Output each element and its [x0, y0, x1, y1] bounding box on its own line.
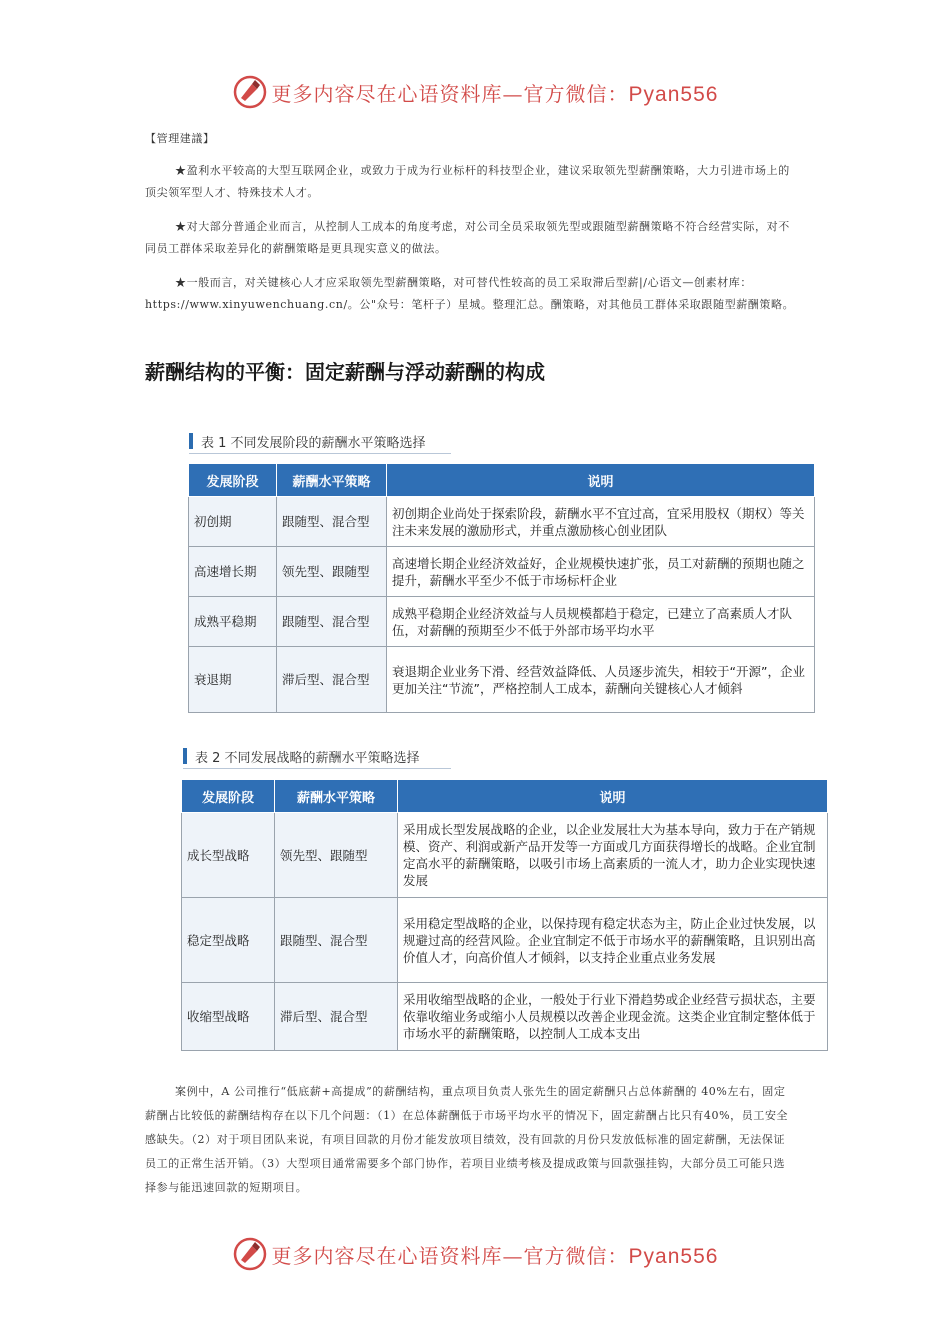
caption-marker-icon	[183, 748, 187, 764]
table2-header-stage: 发展阶段	[182, 780, 275, 813]
table-row	[189, 497, 815, 547]
stage-cell: 高速增长期	[189, 547, 277, 597]
header-banner	[0, 70, 950, 114]
stage-cell: 成长型战略	[182, 813, 275, 898]
table2-caption-text: 表 2 不同发展战略的薪酬水平策略选择	[195, 750, 420, 766]
table1-caption	[189, 430, 451, 452]
strategy-cell: 跟随型、混合型	[277, 597, 387, 647]
caption-marker-icon	[189, 433, 193, 449]
table2-caption	[183, 745, 451, 767]
banner-text: 更多内容尽在心语资料库—官方微信：Pyan556	[271, 1243, 719, 1268]
section-heading: 薪酬结构的平衡：固定薪酬与浮动薪酬的构成	[145, 360, 545, 384]
desc-cell: 初创期企业尚处于探索阶段，薪酬水平不宜过高，宜采用股权（期权）等关注未来发展的激励形式，并重点激励核心创业团队	[387, 497, 815, 547]
strategy-cell: 领先型、跟随型	[275, 813, 398, 898]
case-paragraph: 案例中，A 公司推行“低底薪+高提成”的薪酬结构，重点项目负责人张先生的固定薪酬只占总体薪酬的 40%左右，固定薪酬占比较低的薪酬结构存在以下几个问题：（1）在总体薪酬低于市场平均水平的情况下，固定薪酬占比只有40%，员工安全感缺失。（2）对于项目团队来说，有项目回款的月份才能发放项目绩效，没有回款的月份只发放低标准的固定薪酬，无法保证员工的正常生活开销。（3）大型项目通常需要多个部门协作，若项目业绩考核及提成政策与回款强挂钩，大部分员工可能只选择参与能迅速回款的短期项目。	[145, 1085, 789, 1194]
table1-header-stage: 发展阶段	[189, 464, 277, 497]
table1-header-desc: 说明	[387, 464, 815, 497]
advice-paragraph-3: ★一般而言，对关键核心人才应采取领先型薪酬策略，对可替代性较高的员工采取滞后型薪|/心语文—创素材库：https://www.xinyuwenchuang.cn/。公"众号：笔杆子）星城。整理汇总。酬策略，对其他员工群体采取跟随型薪酬策略。	[145, 276, 795, 311]
table-row	[182, 983, 828, 1051]
table-row	[182, 898, 828, 983]
table-row	[189, 597, 815, 647]
table2-header-desc: 说明	[398, 780, 828, 813]
table2-header-strategy: 薪酬水平策略	[275, 780, 398, 813]
stage-cell: 成熟平稳期	[189, 597, 277, 647]
table1-header-strategy: 薪酬水平策略	[277, 464, 387, 497]
desc-cell: 采用稳定型战略的企业，以保持现有稳定状态为主，防止企业过快发展，以规避过高的经营风险。企业宜制定不低于市场水平的薪酬策略，且识别出高价值人才，向高价值人才倾斜，以支持企业重点业务发展	[398, 898, 828, 983]
advice-paragraph-2: ★对大部分普通企业而言，从控制人工成本的角度考虑，对公司全员采取领先型或跟随型薪酬策略不符合经营实际，对不同员工群体采取差异化的薪酬策略是更具现实意义的做法。	[145, 220, 790, 255]
desc-cell: 衰退期企业业务下滑、经营效益降低、人员逐步流失，相较于“开源”，企业更加关注“节流”，严格控制人工成本，薪酬向关键核心人才倾斜	[387, 647, 815, 713]
table2	[181, 779, 828, 1051]
stage-cell: 收缩型战略	[182, 983, 275, 1051]
desc-cell: 成熟平稳期企业经济效益与人员规模都趋于稳定，已建立了高素质人才队伍，对薪酬的预期至少不低于外部市场平均水平	[387, 597, 815, 647]
banner-text: 更多内容尽在心语资料库—官方微信：Pyan556	[271, 81, 719, 106]
stage-cell: 初创期	[189, 497, 277, 547]
footer-banner	[0, 1232, 950, 1276]
table-row	[189, 647, 815, 713]
table-row	[189, 547, 815, 597]
desc-cell: 采用收缩型战略的企业，一般处于行业下滑趋势或企业经营亏损状态，主要依靠收缩业务或缩小人员规模以改善企业现金流。这类企业宜制定整体低于市场水平的薪酬策略，以控制人工成本支出	[398, 983, 828, 1051]
desc-cell: 高速增长期企业经济效益好，企业规模快速扩张，员工对薪酬的预期也随之提升，薪酬水平至少不低于市场标杆企业	[387, 547, 815, 597]
table1	[188, 463, 815, 713]
desc-cell: 采用成长型发展战略的企业，以企业发展壮大为基本导向，致力于在产销规模、资产、利润或新产品开发等一方面或几方面获得增长的战略。企业宜制定高水平的薪酬策略，以吸引市场上高素质的一流人才，助力企业实现快速发展	[398, 813, 828, 898]
advice-paragraph-1: ★盈利水平较高的大型互联网企业，或致力于成为行业标杆的科技型企业，建议采取领先型薪酬策略，大力引进市场上的顶尖领军型人才、特殊技术人才。	[145, 164, 790, 199]
table-row	[182, 813, 828, 898]
strategy-cell: 领先型、跟随型	[277, 547, 387, 597]
strategy-cell: 滞后型、混合型	[275, 983, 398, 1051]
stage-cell: 衰退期	[189, 647, 277, 713]
strategy-cell: 跟随型、混合型	[275, 898, 398, 983]
wechat-id: Pyan556	[628, 1244, 719, 1268]
table1-caption-text: 表 1 不同发展阶段的薪酬水平策略选择	[201, 435, 426, 451]
stage-cell: 稳定型战略	[182, 898, 275, 983]
wechat-id: Pyan556	[628, 82, 719, 106]
strategy-cell: 滞后型、混合型	[277, 647, 387, 713]
brand-logo-icon	[232, 74, 268, 110]
strategy-cell: 跟随型、混合型	[277, 497, 387, 547]
advice-title: 【管理建議】	[145, 132, 215, 145]
brand-logo-icon	[232, 1236, 268, 1272]
